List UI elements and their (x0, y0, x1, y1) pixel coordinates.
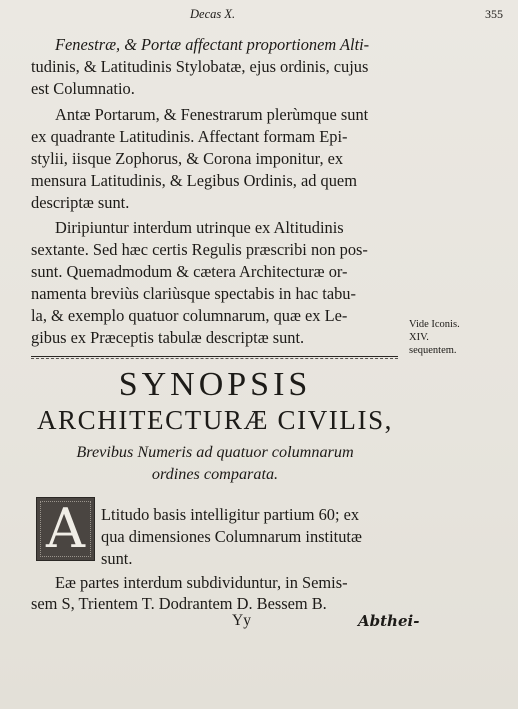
text-line: namenta breviùs clariùsque spectabis in hac tabu- (31, 284, 356, 303)
text-line: Ltitudo basis intelligitur partium 60; ex (101, 505, 360, 524)
text-line: la, & exemplo quatuor columnarum, quæ ex Le- (31, 306, 348, 325)
text-line: est Columnatio. (31, 79, 135, 98)
subtitle-line: Brevibus Numeris ad quatuor columnarum (76, 443, 354, 461)
text-line: descriptæ sunt. (31, 193, 130, 212)
text-line: sem S, Trientem T. Dodrantem D. Bessem B. (31, 594, 327, 613)
text-line: Fenestræ, & Portæ affectant proportionem Alti- (55, 35, 370, 54)
text-line: sunt. Quemadmodum & cætera Architecturæ or- (31, 262, 348, 281)
text-line: Diripiuntur interdum utrinque ex Altitudinis (55, 218, 344, 237)
text-line: stylii, iisque Zophorus, & Corona imponitur, ex (31, 149, 344, 168)
text-line: Antæ Portarum, & Fenestrarum plerùmque sunt (55, 105, 369, 124)
text-line: sextante. Sed hæc certis Regulis præscribi non pos- (31, 240, 368, 259)
text-line: ex quadrante Latitudinis. Affectant formam Epi- (31, 127, 348, 146)
running-head: Decas X. (190, 7, 236, 21)
text-line: tudinis, & Latitudinis Stylobatæ, ejus ordinis, cujus (31, 57, 369, 76)
catchword: Abthei- (358, 612, 420, 630)
text-line: mensura Latitudinis, & Legibus Ordinis, ad quem (31, 171, 357, 190)
text-line: gibus ex Præceptis tabulæ descriptæ sunt. (31, 328, 305, 347)
signature-mark: Yy (232, 612, 251, 629)
divider-rule-dashed (31, 358, 398, 359)
page-number: 355 (485, 7, 503, 21)
divider-rule (31, 356, 398, 357)
title-synopsis: SYNOPSIS (118, 366, 312, 403)
text-line: qua dimensiones Columnarum institutæ (101, 527, 362, 546)
drop-initial-letter: A (46, 497, 85, 560)
title-architecturae: ARCHITECTURÆ CIVILIS, (36, 405, 394, 435)
subtitle-line: ordines comparata. (151, 465, 279, 483)
text-line: sunt. (101, 549, 133, 568)
margin-note: Vide Iconis. XIV. sequentem. (409, 319, 460, 356)
drop-initial (36, 497, 95, 561)
text-line: Eæ partes interdum subdividuntur, in Semis- (55, 573, 348, 592)
